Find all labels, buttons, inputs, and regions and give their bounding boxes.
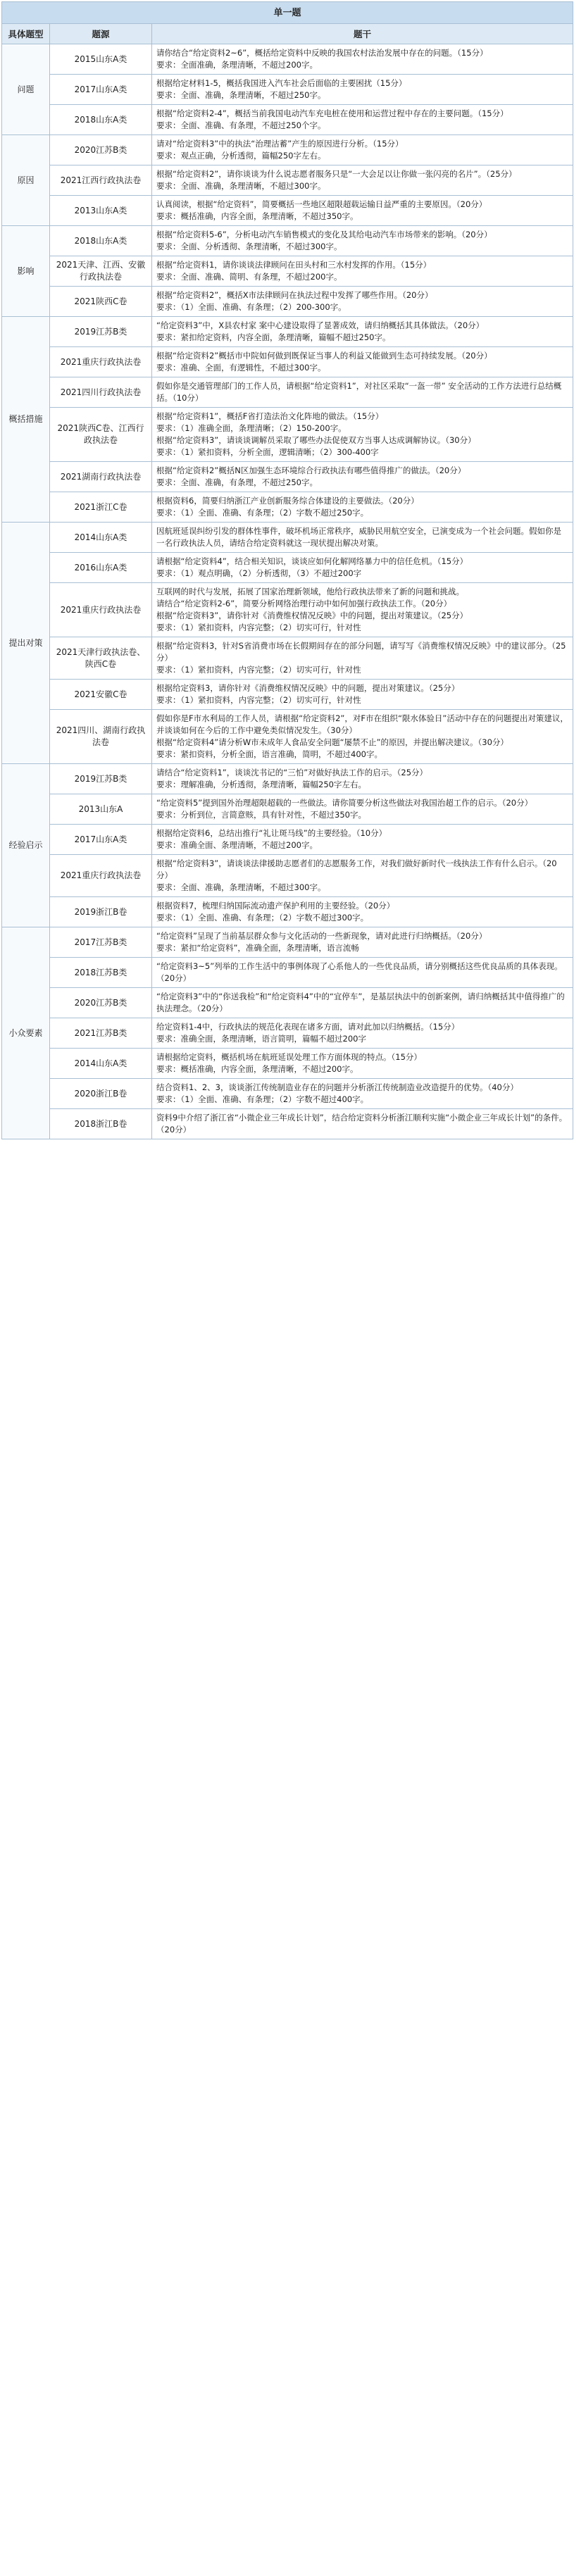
- source-cell: 2016山东A类: [50, 553, 152, 583]
- source-cell: 2021浙江C卷: [50, 492, 152, 523]
- stem-line: 假如你是F市水利局的工作人员，请根据“给定资料2”，对F市在组织“限水体验日”活动中存在的问题提出对策建议，并谈谈如何在今后的工作中避免类似情况发生。（30分）: [156, 713, 568, 735]
- stem-cell: [152, 135, 573, 165]
- table-row: [2, 165, 573, 196]
- table-title: 单一题: [2, 2, 573, 24]
- stem-line: “给定资料3”中，X县农村家 案中心建设取得了显著成效，请归纳概括其具体做法。（20分）: [156, 320, 485, 330]
- stem-line: 要求：（1）全面、准确、有条理；（2）字数不超过250字。: [156, 508, 369, 518]
- table-row: [2, 855, 573, 897]
- stem-cell: [152, 75, 573, 105]
- stem-cell: [152, 44, 573, 75]
- table-row: [2, 553, 573, 583]
- stem-line: 要求：准确全面、条理清晰，不超过200字。: [156, 840, 318, 850]
- table-row: [2, 583, 573, 637]
- stem-cell: [152, 377, 573, 408]
- source-cell: 2021四川行政执法卷: [50, 377, 152, 408]
- stem-cell: [152, 553, 573, 583]
- table-row: [2, 1018, 573, 1049]
- table-row: [2, 377, 573, 408]
- stem-cell: [152, 1109, 573, 1139]
- table-row: [2, 408, 573, 462]
- stem-line: 要求：（1）紧扣资料，内容完整；（2）切实可行，针对性: [156, 695, 361, 705]
- source-cell: 2021天津行政执法卷、陕西C卷: [50, 637, 152, 680]
- table-row: [2, 637, 573, 680]
- stem-cell: [152, 256, 573, 287]
- category-cell: 影响: [2, 226, 50, 317]
- stem-line: 要求：准确、全面，有逻辑性，不超过300字。: [156, 363, 326, 373]
- table-row: [2, 927, 573, 958]
- stem-line: 要求：（1）全面、准确、有条理；（2）字数不超过400字。: [156, 1094, 369, 1104]
- stem-line: 请结合“给定资料2-6”，简要分析网络治理行动中如何加强行政执法工作。（20分）: [156, 599, 452, 608]
- stem-line: 要求：（1）紧扣资料，内容完整；（2）切实可行，针对性: [156, 623, 361, 632]
- table-row: [2, 462, 573, 492]
- stem-line: 根据给定资料6，总结出推行“礼让斑马线”的主要经验。（10分）: [156, 828, 387, 838]
- source-cell: 2021陕西C卷: [50, 287, 152, 317]
- source-cell: 2021天津、江西、安徽行政执法卷: [50, 256, 152, 287]
- stem-line: 根据“给定资料3”，请谈谈调解员采取了哪些办法促使双方当事人达成调解协议。（30分）: [156, 435, 476, 445]
- stem-line: 请你结合“给定资料2~6”，概括给定资料中反映的我国农村法治发展中存在的问题。（15分）: [156, 48, 488, 58]
- stem-line: 要求：紧扣给定资料，内容全面，条理清晰，篇幅不超过250字。: [156, 332, 391, 342]
- stem-line: “给定资料3”中的“你送我检”和“给定资料4”中的“宜停车”，是基层执法中的创新案例，请归纳概括其中值得推广的执法理念。（20分）: [156, 992, 565, 1013]
- stem-line: 要求：（1）准确全面，条理清晰；（2）150-200字。: [156, 423, 347, 433]
- stem-cell: [152, 105, 573, 135]
- stem-cell: [152, 897, 573, 927]
- stem-line: 要求：全面、准确、简明、有条理，不超过200字。: [156, 272, 342, 282]
- category-cell: 概括措施: [2, 317, 50, 523]
- header-source: 题源: [50, 24, 152, 44]
- table-row: [2, 256, 573, 287]
- source-cell: 2015山东A类: [50, 44, 152, 75]
- header-stem: 题干: [152, 24, 573, 44]
- stem-line: 根据“给定资料2”，请你谈谈为什么说志愿者服务只是“一大会足以让你做一张闪亮的名片”。（25分）: [156, 169, 517, 179]
- source-cell: 2017江苏B类: [50, 927, 152, 958]
- stem-cell: [152, 1018, 573, 1049]
- stem-cell: [152, 988, 573, 1018]
- stem-line: 要求：（1）观点明确，（2）分析透彻，（3）不超过200字: [156, 568, 362, 578]
- table-row: [2, 794, 573, 825]
- stem-line: 互联网的时代与发展，拓展了国家治理新领域，他给行政执法带来了新的问题和挑战。: [156, 587, 464, 596]
- source-cell: 2013山东A: [50, 794, 152, 825]
- table-row: [2, 135, 573, 165]
- source-cell: 2014山东A类: [50, 1049, 152, 1079]
- stem-cell: [152, 347, 573, 377]
- source-cell: 2020江苏B类: [50, 988, 152, 1018]
- stem-line: 根据“给定资料4”请分析W市未成年人食品安全问题“屡禁不止”的原因，并提出解决建议。（30分）: [156, 737, 509, 747]
- stem-line: 要求：（1）全面、准确、有条理；（2）200-300字。: [156, 302, 347, 312]
- stem-line: 请根据给定资料，概括机场在航班延误处理工作方面体现的特点。（15分）: [156, 1052, 422, 1062]
- stem-cell: [152, 408, 573, 462]
- category-cell: 原因: [2, 135, 50, 226]
- stem-line: 要求：准确全面，条理清晰，语言简明，篇幅不超过200字: [156, 1034, 366, 1044]
- table-row: [2, 1109, 573, 1139]
- stem-cell: [152, 583, 573, 637]
- table-row: [2, 105, 573, 135]
- table-row: [2, 226, 573, 256]
- header-type: 具体题型: [2, 24, 50, 44]
- stem-line: 要求：全面、准确，条理清晰，不超过250字。: [156, 90, 326, 100]
- stem-line: “给定资料5”提到国外治理超限超载的一些做法。请你简要分析这些做法对我国治超工作的启示。（20分）: [156, 798, 533, 808]
- question-table: [1, 1, 573, 1139]
- source-cell: 2020江苏B类: [50, 135, 152, 165]
- stem-line: 认真阅读，根据“给定资料”，简要概括一些地区超限超载运输日益严重的主要原因。（20分）: [156, 199, 487, 209]
- source-cell: 2021江苏B类: [50, 1018, 152, 1049]
- stem-cell: [152, 855, 573, 897]
- stem-line: 根据“给定资料2-4”，概括当前我国电动汽车充电桩在使用和运营过程中存在的主要问题。（15分）: [156, 108, 509, 118]
- stem-cell: [152, 794, 573, 825]
- source-cell: 2021江西行政执法卷: [50, 165, 152, 196]
- source-cell: 2021湖南行政执法卷: [50, 462, 152, 492]
- table-row: [2, 710, 573, 764]
- table-row: [2, 287, 573, 317]
- table-row: [2, 988, 573, 1018]
- stem-line: 要求：全面准确，条理清晰，不超过200字。: [156, 60, 318, 70]
- table-row: [2, 764, 573, 794]
- stem-line: 要求：（1）全面、准确、有条理；（2）字数不超过300字。: [156, 913, 369, 923]
- table-row: [2, 958, 573, 988]
- stem-line: 根据“给定资料2”概括市中院如何做到既保证当事人的利益又能做到生态可持续发展。（20分）: [156, 351, 492, 361]
- stem-line: 要求：全面、准确、有条理，不超过250个字。: [156, 120, 326, 130]
- source-cell: 2019江苏B类: [50, 317, 152, 347]
- stem-line: 根据“给定资料2”，概括X市法律顾问在执法过程中发挥了哪些作用。（20分）: [156, 290, 433, 300]
- source-cell: 2021四川、湖南行政执法卷: [50, 710, 152, 764]
- stem-line: 根据“给定资料2”概括N区加强生态环境综合行政执法有哪些值得推广的做法。（20分）: [156, 465, 466, 475]
- stem-line: 根据“给定资料5-6”，分析电动汽车销售模式的变化及其给电动汽车市场带来的影响。（20分）: [156, 230, 492, 239]
- source-cell: 2021重庆行政执法卷: [50, 583, 152, 637]
- table-row: [2, 680, 573, 710]
- stem-line: 要求：分析到位，言简意赅，具有针对性，不超过350字。: [156, 810, 366, 820]
- stem-line: 要求：概括准确，内容全面，条理清晰，不超过200字。: [156, 1064, 358, 1074]
- stem-cell: [152, 1049, 573, 1079]
- stem-cell: [152, 287, 573, 317]
- stem-cell: [152, 637, 573, 680]
- source-cell: 2018江苏B类: [50, 958, 152, 988]
- stem-cell: [152, 492, 573, 523]
- stem-line: 请对“给定资料3”中的执法“治理沽蓄”产生的原因进行分析。（15分）: [156, 139, 404, 149]
- stem-line: 结合资料1、2、3，谈谈浙江传统制造业存在的问题并分析浙江传统制造业改造提升的优势。（40分）: [156, 1082, 518, 1092]
- table-body: [2, 44, 573, 1139]
- source-cell: 2018山东A类: [50, 105, 152, 135]
- source-cell: 2021陕西C卷、江西行政执法卷: [50, 408, 152, 462]
- table-row: [2, 523, 573, 553]
- stem-line: 根据资料6，简要归纳浙江产业创新服务综合体建设的主要做法。（20分）: [156, 496, 419, 506]
- stem-line: “给定资料3~5”列举的工作生活中的事例体现了心系他人的一些优良品质，请分别概括这些优良品质的具体表现。（20分）: [156, 961, 563, 983]
- table-row: [2, 347, 573, 377]
- table-row: [2, 317, 573, 347]
- table-row: [2, 44, 573, 75]
- stem-line: 要求：理解准确，分析透彻，条理清晰，篇幅250字左右。: [156, 780, 366, 789]
- source-cell: 2021重庆行政执法卷: [50, 855, 152, 897]
- stem-line: 根据给定资料3，请你针对《消费维权情况反映》中的问题，提出对策建议。（25分）: [156, 683, 460, 693]
- source-cell: 2019江苏B类: [50, 764, 152, 794]
- source-cell: 2014山东A类: [50, 523, 152, 553]
- stem-line: 要求：观点正确，分析透彻，篇幅250字左右。: [156, 151, 326, 161]
- stem-cell: [152, 1079, 573, 1109]
- stem-line: 要求：全面、准确，条理清晰，不超过300字。: [156, 882, 326, 892]
- stem-line: 请根据“给定资料4”，结合相关知识，谈谈应如何化解网络暴力中的信任危机。（15分）: [156, 556, 468, 566]
- stem-line: “给定资料”呈现了当前基层群众参与文化活动的一些新现象，请对此进行归纳概括。（20分）: [156, 931, 487, 941]
- source-cell: 2013山东A类: [50, 196, 152, 226]
- stem-line: 假如你是交通管理部门的工作人员，请根据“给定资料1”，对社区采取“一盔一带” 安全活动的工作方法进行总结概括。（10分）: [156, 381, 562, 403]
- stem-line: 根据“给定资料3”，请谈谈法律援助志愿者们的志愿服务工作，对我们做好新时代一线执法工作有什么启示。（20分）: [156, 858, 557, 880]
- stem-cell: [152, 317, 573, 347]
- category-cell: 提出对策: [2, 523, 50, 764]
- source-cell: 2019浙江B卷: [50, 897, 152, 927]
- stem-cell: [152, 958, 573, 988]
- stem-line: 资料9中介绍了浙江省“小微企业三年成长计划”，结合给定资料分析浙江顺利实施“小微企业三年成长计划”的条件。（20分）: [156, 1113, 568, 1134]
- stem-line: 因航班延误纠纷引发的群体性事件，破坏机场正常秩序，威胁民用航空安全，已演变成为一个社会问题。假如你是一名行政执法人员，请结合给定资料就这一现状提出解决对策。: [156, 526, 561, 548]
- stem-line: 根据“给定资料1，请你谈谈法律顾问在田头村和三水村发挥的作用。（15分）: [156, 260, 432, 270]
- category-cell: 经验启示: [2, 764, 50, 927]
- stem-line: 要求：紧扣“给定资料”，准确全面，条理清晰，语言流畅: [156, 943, 359, 953]
- stem-cell: [152, 710, 573, 764]
- table-row: [2, 897, 573, 927]
- table-row: [2, 492, 573, 523]
- stem-line: 要求：（1）紧扣资料，内容完整；（2）切实可行，针对性: [156, 665, 361, 675]
- stem-cell: [152, 165, 573, 196]
- source-cell: 2021安徽C卷: [50, 680, 152, 710]
- table-row: [2, 825, 573, 855]
- table-row: [2, 196, 573, 226]
- table-row: [2, 1079, 573, 1109]
- table-row: [2, 75, 573, 105]
- stem-cell: [152, 764, 573, 794]
- stem-line: 要求：全面、准确，有条理，不超过250字。: [156, 477, 318, 487]
- stem-cell: [152, 196, 573, 226]
- category-cell: 小众要素: [2, 927, 50, 1139]
- stem-line: 根据资料7，梳理归纳国际流动遗产保护利用的主要经验。（20分）: [156, 901, 395, 911]
- category-cell: 问题: [2, 44, 50, 135]
- source-cell: 2020浙江B卷: [50, 1079, 152, 1109]
- stem-line: 给定资料1-4中，行政执法的规范化表现在诸多方面，请对此加以归纳概括。（15分）: [156, 1022, 460, 1032]
- stem-line: 要求：全面、分析透彻、条理清晰，不超过300字。: [156, 242, 342, 251]
- stem-cell: [152, 927, 573, 958]
- stem-line: 根据给定材料1-5，概括我国进入汽车社会后面临的主要困扰（15分）: [156, 78, 407, 88]
- stem-cell: [152, 680, 573, 710]
- stem-cell: [152, 523, 573, 553]
- stem-cell: [152, 825, 573, 855]
- source-cell: 2018浙江B卷: [50, 1109, 152, 1139]
- stem-line: 根据“给定资料1”，概括F省打造法治文化阵地的做法。（15分）: [156, 411, 384, 421]
- source-cell: 2017山东A类: [50, 75, 152, 105]
- stem-line: 根据“给定资料3”，请你针对《消费维权情况反映》中的问题，提出对策建议。（25分）: [156, 611, 468, 620]
- stem-line: 要求：全面、准确，条理清晰，不超过300字。: [156, 181, 326, 191]
- stem-line: 要求：（1）紧扣资料，分析全面，逻辑清晰；（2）300-400字: [156, 447, 379, 457]
- stem-line: 要求：概括准确，内容全面，条理清晰，不超过350字。: [156, 211, 358, 221]
- source-cell: 2021重庆行政执法卷: [50, 347, 152, 377]
- source-cell: 2018山东A类: [50, 226, 152, 256]
- stem-line: 根据“给定资料3，针对S省消费市场在长假期间存在的部分问题，请写写《消费维权情况反映》中的建议部分。（25分）: [156, 641, 566, 663]
- stem-line: 请结合“给定资料1”，谈谈沈书记的“三怕”对做好执法工作的启示。（25分）: [156, 768, 428, 777]
- stem-line: 要求：紧扣资料，分析全面，语言准确，简明，不超过400字。: [156, 749, 382, 759]
- stem-cell: [152, 462, 573, 492]
- table-row: [2, 1049, 573, 1079]
- source-cell: 2017山东A类: [50, 825, 152, 855]
- stem-cell: [152, 226, 573, 256]
